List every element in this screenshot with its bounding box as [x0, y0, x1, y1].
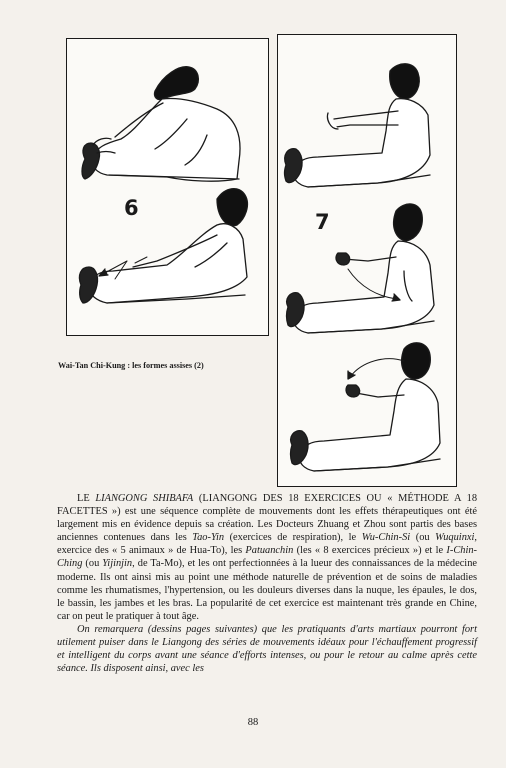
italic-run: LIANGONG SHIBAFA [95, 493, 194, 504]
seated-stretch-illustration [67, 39, 269, 336]
step-number-6: 6 [124, 196, 139, 220]
figure-arm-swing [287, 204, 435, 333]
italic-run: I-Chin-Ching [57, 545, 477, 570]
figure-forward-bend [82, 67, 240, 181]
figure-arm-circle [291, 343, 441, 471]
illustration-panel-right [277, 34, 457, 487]
step-number-7: 7 [315, 210, 330, 234]
text-run: (exercices de respiration), le [224, 532, 362, 544]
italic-run: Tao-Yin [192, 532, 225, 544]
italic-run: Wuquinxi [435, 532, 475, 544]
text-run: LE [77, 493, 96, 504]
italic-run: Yijinjin [102, 558, 133, 570]
body-text [57, 492, 477, 675]
page-number: 88 [247, 717, 259, 728]
seated-arm-exercise-illustration [278, 35, 457, 487]
italic-run: Patuanchin [245, 545, 294, 557]
text-run: (ou [410, 532, 436, 544]
illustration-panel-left [66, 38, 269, 336]
italic-run: Wu-Chin-Si [361, 532, 411, 544]
text-run: , exercice des « 5 animaux » de Hua-To), les [57, 532, 477, 557]
text-run: (ou [82, 558, 103, 570]
paragraph-liangong-intro [57, 492, 477, 623]
text-run: , de Ta-Mo), et les ont perfectionnées à la lueur des connaissances de la médecine moderne. Ils ont ainsi mis au point une méthode naturelle de prévention et de soins de maladies comme les rhumatismes, l'hypertension, ou les douleurs diverses dans la nuque, les épaules, le dos, le bassin, les jambes et les bras. La popularité de cet exercice est maintenant très grande en Chine, car on peut le pratiquer à tout âge. [57, 558, 477, 622]
italic-run: Ils disposent ainsi, avec les [87, 663, 204, 675]
figure-caption: Wai-Tan Chi-Kung : les formes assises (2) [58, 361, 204, 370]
text-run: (les « 8 exercices précieux ») et le [293, 545, 447, 557]
figure-arms-forward [285, 64, 431, 187]
text-run: (LIANGONG DES 18 EXERCICES OU « MÉTHODE A 18 FACETTES ») est une séquence complète de mouvements dont les effets thérapeutiques ont été largement mis en évidence depuis sa création. Les Docteurs Zhuang et Zhou sont partis des bases anciennes contenues dans les [57, 493, 478, 544]
italic-run: On remarquera (dessins pages suivantes) que les pratiquants d'arts martiaux pourront fort utilement puiser dans le Liangong des séries de mouvements idéaux pour l'échauffement progressif et intelligent du corps avant une séance d'efforts intenses, ou pour le retour au calme après cette séance. [57, 623, 477, 675]
paragraph-martial-arts-note [57, 623, 477, 675]
figure-seated-reach [79, 189, 247, 303]
